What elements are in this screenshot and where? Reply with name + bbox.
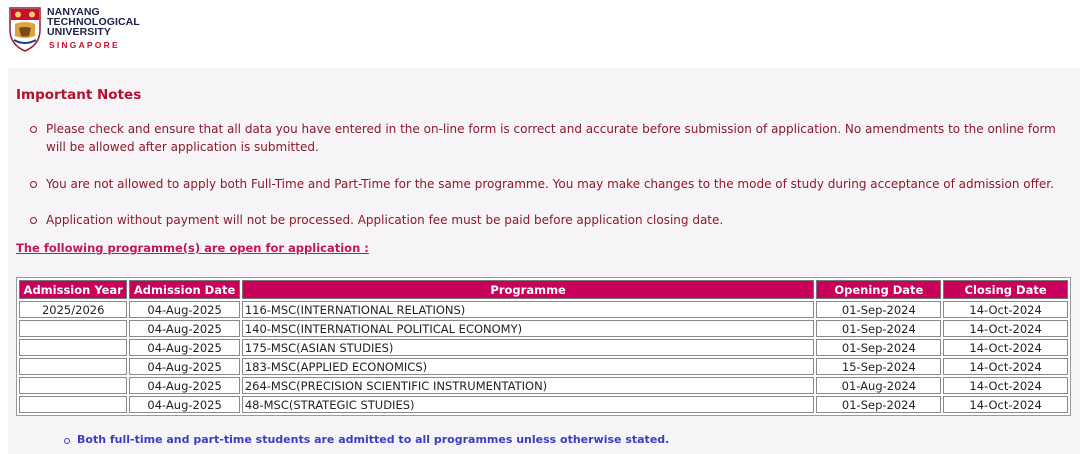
bullet-icon — [30, 126, 37, 133]
cell-admission-year: 2025/2026 — [19, 301, 127, 318]
cell-admission-year — [19, 339, 127, 356]
table-row[interactable] — [19, 377, 1068, 394]
cell-closing-date: 14-Oct-2024 — [943, 396, 1068, 413]
bullet-icon — [30, 181, 37, 188]
cell-admission-date: 04-Aug-2025 — [129, 301, 239, 318]
note-text: You are not allowed to apply both Full-Time and Part-Time for the same programme. You may make changes to the mode of study during acceptance of admission offer. — [46, 177, 1054, 191]
logo-line-4: SINGAPORE — [49, 40, 120, 50]
table-row[interactable] — [19, 358, 1068, 375]
cell-admission-date: 04-Aug-2025 — [129, 396, 239, 413]
cell-programme: 48-MSC(STRATEGIC STUDIES) — [242, 396, 815, 413]
table-row[interactable] — [19, 301, 1068, 318]
cell-opening-date: 01-Sep-2024 — [816, 339, 941, 356]
logo-text — [47, 7, 140, 50]
cell-admission-year — [19, 358, 127, 375]
col-programme: Programme — [242, 280, 815, 299]
cell-opening-date: 01-Sep-2024 — [816, 320, 941, 337]
col-opening-date: Opening Date — [816, 280, 941, 299]
ntu-logo[interactable] — [8, 6, 140, 52]
table-row[interactable] — [19, 320, 1068, 337]
col-closing-date: Closing Date — [943, 280, 1068, 299]
note-item — [30, 175, 1066, 193]
table-row[interactable] — [19, 339, 1068, 356]
cell-closing-date: 14-Oct-2024 — [943, 320, 1068, 337]
cell-opening-date: 01-Sep-2024 — [816, 396, 941, 413]
logo-line-1: NANYANG — [47, 6, 100, 18]
cell-closing-date: 14-Oct-2024 — [943, 377, 1068, 394]
cell-admission-date: 04-Aug-2025 — [129, 377, 239, 394]
footnote-text: Both full-time and part-time students are admitted to all programmes unless otherwise stated. — [77, 433, 670, 446]
cell-closing-date: 14-Oct-2024 — [943, 358, 1068, 375]
ntu-crest-icon — [8, 6, 42, 52]
logo-line-3: UNIVERSITY — [47, 26, 112, 38]
cell-programme: 116-MSC(INTERNATIONAL RELATIONS) — [242, 301, 815, 318]
cell-programme: 183-MSC(APPLIED ECONOMICS) — [242, 358, 815, 375]
note-text: Application without payment will not be processed. Application fee must be paid before application closing date. — [46, 213, 724, 227]
bullet-icon — [64, 438, 70, 444]
cell-opening-date: 15-Sep-2024 — [816, 358, 941, 375]
open-programmes-link[interactable]: The following programme(s) are open for application : — [16, 241, 369, 255]
important-notes-title: Important Notes — [16, 87, 142, 103]
main-panel — [8, 68, 1080, 454]
cell-admission-date: 04-Aug-2025 — [129, 320, 239, 337]
cell-admission-date: 04-Aug-2025 — [129, 339, 239, 356]
note-item — [30, 120, 1066, 156]
cell-programme: 264-MSC(PRECISION SCIENTIFIC INSTRUMENTATION) — [242, 377, 815, 394]
note-text: Please check and ensure that all data you have entered in the on-line form is correct and accurate before submission of application. No amendments to the online form will be allowed after application is submitted. — [46, 122, 1056, 154]
bullet-icon — [30, 217, 37, 224]
col-admission-year: Admission Year — [19, 280, 127, 299]
cell-admission-date: 04-Aug-2025 — [129, 358, 239, 375]
footnote — [64, 433, 669, 446]
cell-closing-date: 14-Oct-2024 — [943, 339, 1068, 356]
programmes-table — [16, 277, 1071, 416]
cell-admission-year — [19, 396, 127, 413]
cell-opening-date: 01-Aug-2024 — [816, 377, 941, 394]
cell-programme: 140-MSC(INTERNATIONAL POLITICAL ECONOMY) — [242, 320, 815, 337]
table-row[interactable] — [19, 396, 1068, 413]
col-admission-date: Admission Date — [129, 280, 239, 299]
page-header — [0, 0, 1080, 66]
note-item — [30, 211, 1066, 229]
cell-programme: 175-MSC(ASIAN STUDIES) — [242, 339, 815, 356]
logo-line-2: TECHNOLOGICAL — [47, 16, 140, 28]
cell-admission-year — [19, 320, 127, 337]
table-header-row — [19, 280, 1068, 299]
cell-admission-year — [19, 377, 127, 394]
cell-opening-date: 01-Sep-2024 — [816, 301, 941, 318]
cell-closing-date: 14-Oct-2024 — [943, 301, 1068, 318]
